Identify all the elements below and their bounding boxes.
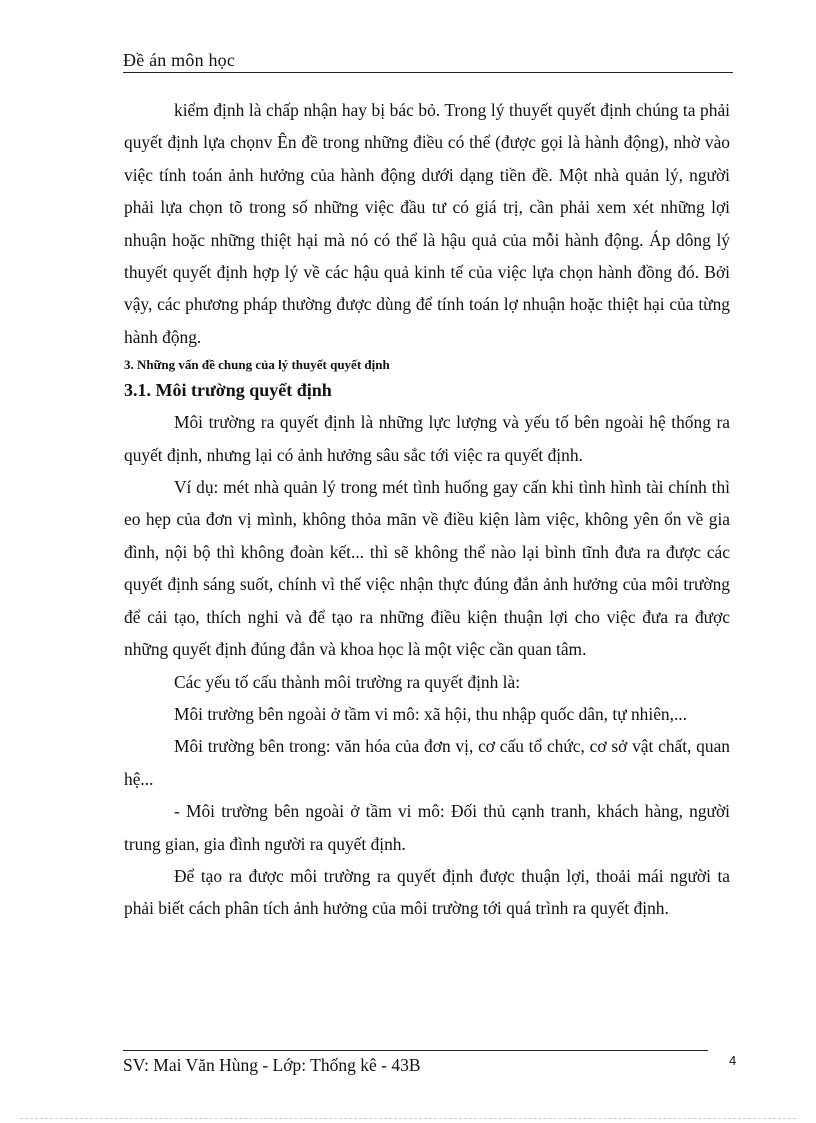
page-edge-line [20,1118,796,1119]
header-title: Đề án môn học [123,50,236,70]
paragraph-external-macro: Môi trường bên ngoài ở tầm vi mô: xã hội, thu nhập quốc dân, tự nhiên,... [174,703,687,724]
paragraph-environment-definition: Môi trường ra quyết định là những lực lượng và yếu tố bên ngoài hệ thống ra quyết định, nhưng lại có ảnh hưởng sâu sắc tới việc ra quyết định. [124,412,730,465]
section-3-1-heading: 3.1. Môi trường quyết định [124,380,332,401]
paragraph-conclusion: Để tạo ra được môi trường ra quyết định được thuận lợi, thoải mái người ta phải biết cách phân tích ảnh hưởng của môi trường tới quá trình ra quyết định. [124,865,730,919]
section-3-heading: 3. Những vấn đề chung của lý thuyết quyết định [124,357,390,373]
document-body [124,94,730,925]
footer-divider [123,1050,708,1051]
intro-paragraph: kiểm định là chấp nhận hay bị bác bỏ. Trong lý thuyết quyết định chúng ta phải quyết định lựa chọnv Ên đề trong những điều có thể (được gọi là hành động), nhờ vào việc tính toán ảnh hưởng của hành động dưới dạng tiền đề. Một nhà quản lý, người phải lựa chọn tõ trong số những việc đầu tư có giá trị, cần phải xem xét những lợi nhuận hoặc những thiệt hại mà nó có thể là hậu quả của mỗi hành động. Áp dông lý thuyết quyết định hợp lý về các hậu quả kinh tế của việc lựa chọn hành đồng đó. Bởi vậy, các phương pháp thường được dùng để tính toán lợ nhuận hoặc thiệt hại của từng hành động. [124,100,730,347]
header-divider [123,72,733,73]
paragraph-external-micro: - Môi trường bên ngoài ở tầm vi mô: Đối thủ cạnh tranh, khách hàng, người trung gian, gia đình người ra quyết định. [124,801,730,854]
paragraph-components-intro: Các yếu tố cấu thành môi trường ra quyết định là: [174,671,521,692]
paragraph-internal: Môi trường bên trong: văn hóa của đơn vị, cơ cấu tổ chức, cơ sở vật chất, quan hệ... [124,736,730,789]
page-number: 4 [729,1053,737,1068]
footer-author: SV: Mai Văn Hùng - Lớp: Thống kê - 43B [123,1055,421,1075]
paragraph-example: Ví dụ: mét nhà quản lý trong mét tình huống gay cấn khi tình hình tài chính thì eo hẹp của đơn vị mình, không thỏa mãn về điều kiện làm việc, không yên ổn về gia đình, nội bộ thì không đoàn kết... thì sẽ không thể nào lại bình tĩnh đưa ra được các quyết định sáng suốt, chính vì thế việc nhận thực đúng đắn ảnh hưởng của môi trường để cải tạo, thích nghi và để tạo ra những điều kiện thuận lợi cho việc đưa ra được những quyết định đúng đắn và khoa học là một việc cần quan tâm. [124,477,730,660]
